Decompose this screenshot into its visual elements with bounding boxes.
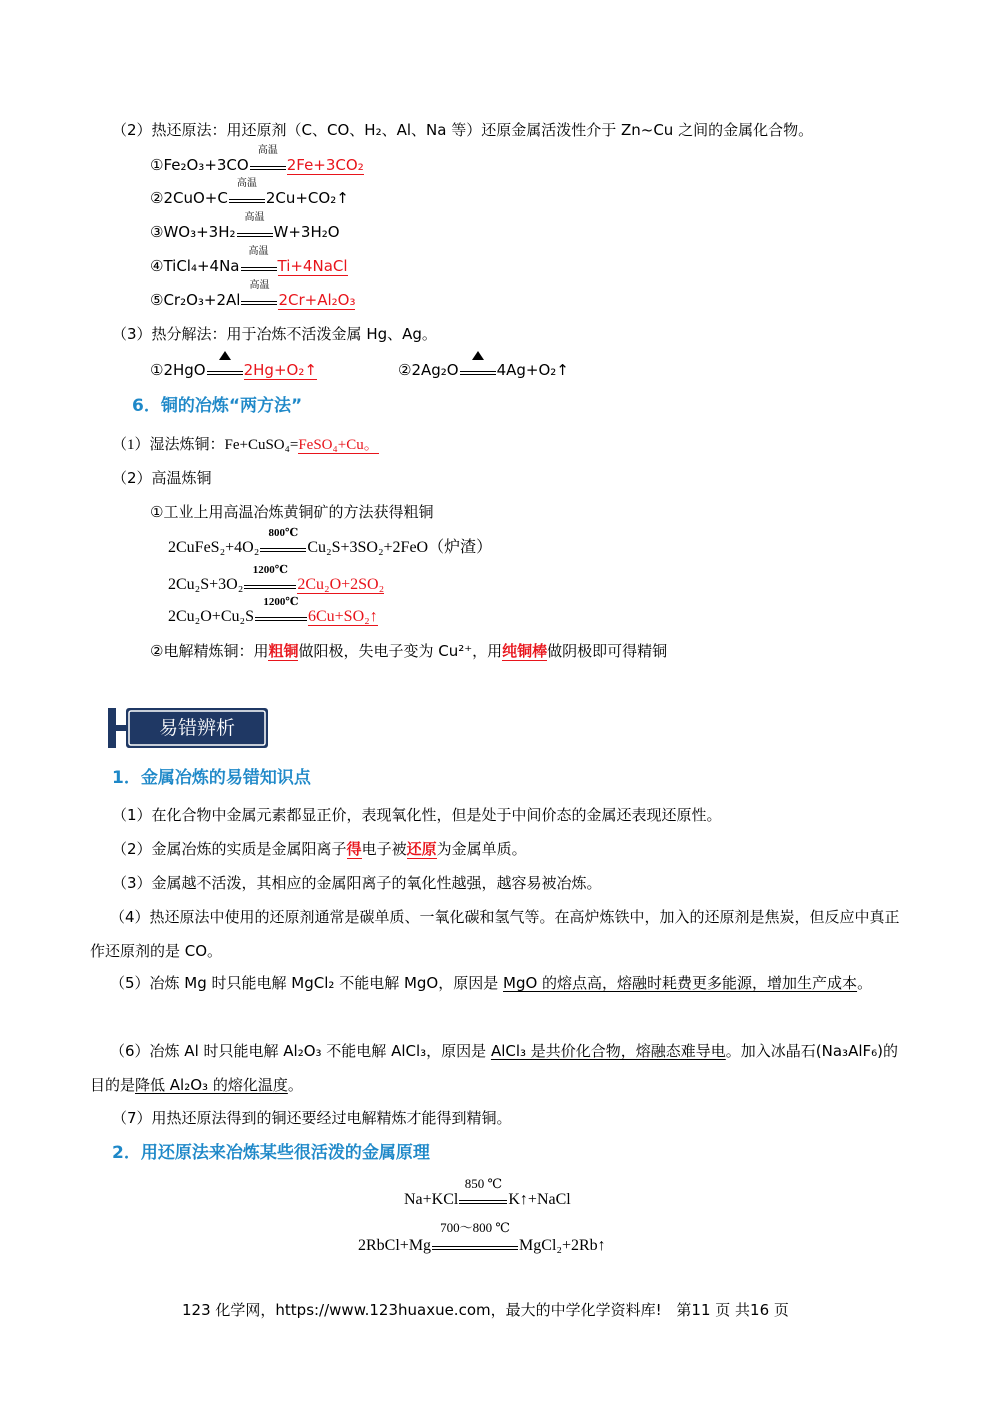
wet-copper-label: （1）湿法炼铜：Fe+CuSO₄= — [112, 437, 299, 453]
decomp-eq2-rhs: 4Ag+O₂↑ — [496, 361, 569, 379]
eq1-lhs: ①Fe₂O₃+3CO — [150, 156, 249, 174]
copper-step-1: ①工业上用高温冶炼黄铜矿的方法获得粗铜 — [150, 503, 434, 521]
r3-rhs: 6Cu+SO₂↑ — [307, 608, 378, 625]
heat-triangle-icon — [460, 362, 496, 375]
decomp-equation-2 — [398, 360, 569, 380]
cond-850: 850 ℃ — [459, 1191, 507, 1204]
cond-800: 800℃ — [260, 539, 306, 552]
decomp-eq2-lhs: ②2Ag₂O — [398, 361, 459, 379]
equation-1 — [150, 145, 364, 175]
r2-lhs: 2Cu₂S+3O₂ — [168, 576, 244, 593]
mistake-2-a: （2）金属冶炼的实质是金属阳离子 — [112, 840, 347, 858]
cond-1200: 1200℃ — [244, 576, 296, 589]
e1-lhs: Na+KCl — [404, 1191, 459, 1208]
eq4-rhs: Ti+4NaCl — [277, 257, 348, 275]
mistake-5-reason: MgO 的熔点高，熔融时耗费更多能源，增加生产成本 — [503, 974, 858, 992]
copper-heading: 6．铜的冶炼“两方法” — [132, 396, 303, 416]
active-equation-1 — [404, 1176, 571, 1210]
badge-label: 易错辨析 — [158, 717, 235, 739]
footer-page: 第11 页 共16 页 — [676, 1301, 789, 1319]
mistake-2-gain: 得 — [346, 840, 362, 858]
mistake-6-purpose: 降低 Al₂O₃ 的熔化温度 — [135, 1076, 288, 1094]
decomp-intro: （3）热分解法：用于冶炼不活泼金属 Hg、Ag。 — [112, 325, 437, 343]
eq3-lhs: ③WO₃+3H₂ — [150, 223, 236, 241]
copper-reaction-3 — [168, 596, 378, 627]
e2-lhs: 2RbCl+Mg — [358, 1237, 432, 1254]
mistake-5 — [90, 966, 905, 1000]
cond-high-temp: 高温 — [241, 292, 277, 305]
active-metal-heading: 2．用还原法来冶炼某些很活泼的金属原理 — [112, 1143, 430, 1163]
equation-4 — [150, 246, 348, 276]
step2-c: 做阳极，失电子变为 Cu²⁺，用 — [298, 642, 503, 660]
r1-rhs: Cu₂S+3SO₂+2FeO（炉渣） — [307, 539, 493, 556]
mistake-6-a: （6）冶炼 Al 时只能电解 Al₂O₃ 不能电解 AlCl₃，原因是 — [110, 1042, 491, 1060]
step2-anode: 粗铜 — [268, 642, 299, 660]
copper-reaction-1 — [168, 527, 493, 558]
cond-700-800: 700～800 ℃ — [432, 1237, 518, 1250]
mistake-2-reduce: 还原 — [406, 840, 437, 858]
copper-step-2 — [150, 641, 667, 661]
r2-rhs: 2Cu₂O+2SO₂ — [297, 576, 385, 593]
mistake-6 — [90, 1034, 905, 1102]
high-temp-copper-label: （2）高温炼铜 — [112, 469, 212, 487]
e1-rhs: K↑+NaCl — [508, 1191, 571, 1208]
decomp-eq1-rhs: 2Hg+O₂↑ — [243, 361, 317, 379]
eq2-lhs: ②2CuO+C — [150, 189, 228, 207]
mistake-7: （7）用热还原法得到的铜还要经过电解精炼才能得到精铜。 — [112, 1109, 512, 1127]
cond-high-temp: 高温 — [237, 224, 273, 237]
step2-a: ②电解精炼铜：用 — [150, 642, 269, 660]
e2-rhs: MgCl₂+2Rb↑ — [519, 1237, 606, 1254]
eq1-rhs: 2Fe+3CO₂ — [286, 156, 364, 174]
cond-high-temp: 高温 — [229, 190, 265, 203]
mistake-2 — [112, 839, 527, 859]
copper-reaction-2 — [168, 564, 385, 595]
mistake-5-a: （5）冶炼 Mg 时只能电解 MgCl₂ 不能电解 MgO，原因是 — [110, 974, 504, 992]
mistake-6-e: 。 — [287, 1076, 303, 1094]
decomp-eq1-lhs: ①2HgO — [150, 361, 206, 379]
equation-3 — [150, 212, 340, 242]
step2-e: 做阴极即可得精铜 — [547, 642, 668, 660]
eq3-rhs: W+3H₂O — [273, 223, 340, 241]
wet-copper-line — [112, 434, 379, 455]
footer-text: 123 化学网，https://www.123huaxue.com，最大的中学化学资料库! — [182, 1301, 662, 1319]
mistake-2-c: 电子被 — [361, 840, 407, 858]
mistake-6-reason: AlCl₃ 是共价化合物，熔融态难导电 — [490, 1042, 726, 1060]
r3-lhs: 2Cu₂O+Cu₂S — [168, 608, 254, 625]
wet-copper-answer: FeSO₄+Cu。 — [298, 437, 379, 453]
mistake-3: （3）金属越不活泼，其相应的金属阳离子的氧化性越强，越容易被冶炼。 — [112, 874, 602, 892]
cond-high-temp: 高温 — [241, 258, 277, 271]
r1-lhs: 2CuFeS₂+4O₂ — [168, 539, 260, 556]
mistake-5-c: 。 — [857, 974, 873, 992]
mistakes-heading: 1．金属冶炼的易错知识点 — [112, 768, 311, 788]
equation-2 — [150, 178, 349, 208]
eq4-lhs: ④TiCl₄+4Na — [150, 257, 240, 275]
decomp-equation-1 — [150, 360, 317, 380]
step2-cathode: 纯铜棒 — [502, 642, 548, 660]
section-badge — [108, 706, 268, 750]
mistake-1: （1）在化合物中金属元素都显正价，表现氧化性，但是处于中间价态的金属还表现还原性。 — [112, 806, 722, 824]
heat-triangle-icon — [207, 362, 243, 375]
cond-1200: 1200℃ — [255, 608, 307, 621]
mistake-2-e: 为金属单质。 — [436, 840, 527, 858]
reduction-intro: （2）热还原法：用还原剂（C、CO、H₂、Al、Na 等）还原金属活泼性介于 Zn~Cu 之间的金属化合物。 — [112, 121, 814, 139]
cond-high-temp: 高温 — [250, 157, 286, 170]
eq2-rhs: 2Cu+CO₂↑ — [265, 189, 349, 207]
mistake-6-c: 。加入冰晶石(Na₃AlF₆)的目的是 — [90, 1042, 898, 1094]
eq5-lhs: ⑤Cr₂O₃+2Al — [150, 291, 241, 309]
footer — [182, 1300, 789, 1320]
eq5-rhs: 2Cr+Al₂O₃ — [278, 291, 356, 309]
equation-5 — [150, 280, 356, 310]
mistake-4: （4）热还原法中使用的还原剂通常是碳单质、一氧化碳和氢气等。在高炉炼铁中，加入的还原剂是焦炭，但反应中真正作还原剂的是 CO。 — [90, 908, 900, 960]
active-equation-2 — [358, 1220, 606, 1256]
